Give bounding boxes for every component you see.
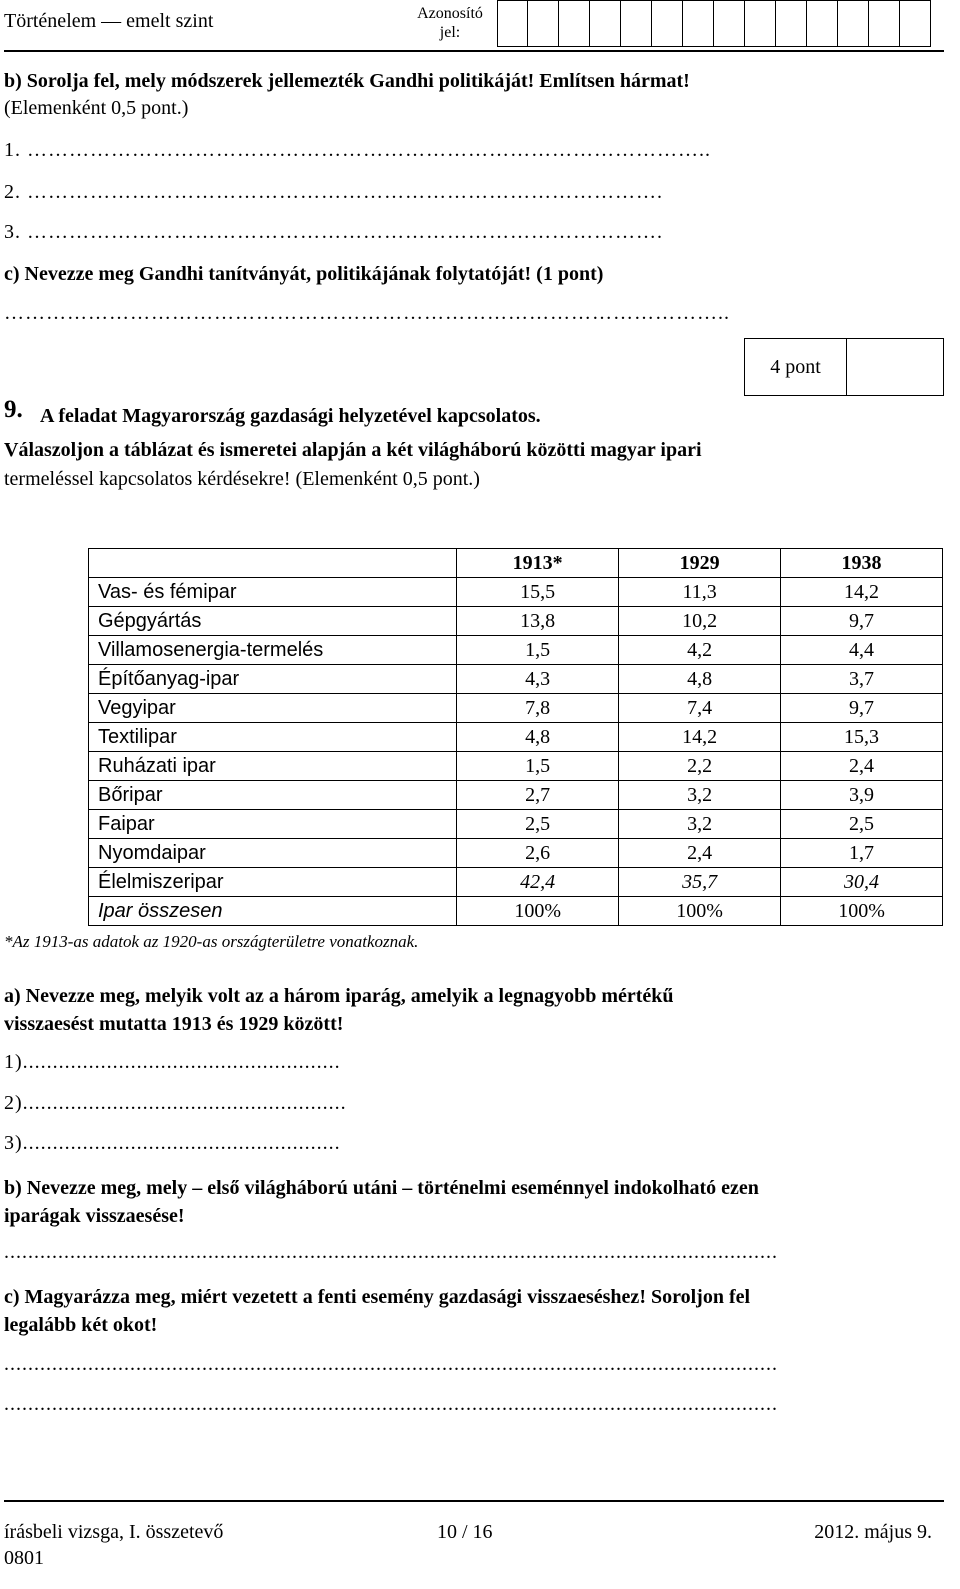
cell-1929: 3,2 [619,810,781,839]
q9a-question-line2: visszaesést mutatta 1913 és 1929 között! [4,1013,344,1035]
table-row-total [89,897,943,926]
page-header-title: Történelem — emelt szint [4,10,214,32]
industry-table [88,548,943,926]
row-label: Nyomdaipar [89,839,457,868]
id-box[interactable] [776,0,807,47]
q8b-question-line1: b) Sorolja fel, mely módszerek jellemezték Gandhi politikáját! Említsen hármat! [4,70,690,92]
table-footnote: *Az 1913-as adatok az 1920-as országterületre vonatkoznak. [4,932,419,951]
cell-1929: 10,2 [619,607,781,636]
cell-1913: 100% [457,897,619,926]
cell-1913: 4,8 [457,723,619,752]
id-box[interactable] [621,0,652,47]
row-label: Ipar összesen [89,897,457,926]
cell-1929: 7,4 [619,694,781,723]
table-row [89,607,943,636]
row-label: Villamosenergia-termelés [89,636,457,665]
table-header-1913: 1913* [457,549,619,578]
cell-1913: 13,8 [457,607,619,636]
cell-1929: 3,2 [619,781,781,810]
table-row [89,752,943,781]
table-row [89,665,943,694]
id-label [412,4,488,42]
points-box [744,338,944,396]
q9b-question-line1: b) Nevezze meg, mely – első világháború utáni – történelmi eseménnyel indokolható ezen [4,1177,759,1199]
points-score-field[interactable] [846,338,944,396]
id-box[interactable] [807,0,838,47]
id-box[interactable] [590,0,621,47]
cell-1938: 1,7 [781,839,943,868]
points-label: 4 pont [744,338,846,396]
table-header-1938: 1938 [781,549,943,578]
cell-1938: 3,9 [781,781,943,810]
footer-rule [4,1500,944,1502]
id-box[interactable] [745,0,776,47]
cell-1938: 3,7 [781,665,943,694]
table-row [89,694,943,723]
table-row [89,868,943,897]
id-box[interactable] [838,0,869,47]
table-row [89,636,943,665]
q9c-answer-2[interactable]: ................................................................................................................................. [4,1393,778,1415]
cell-1938: 9,7 [781,607,943,636]
q9b-question-line2: iparágak visszaesése! [4,1205,185,1227]
table-row [89,839,943,868]
id-box[interactable] [497,0,528,47]
cell-1929: 2,2 [619,752,781,781]
table-row [89,723,943,752]
id-box[interactable] [559,0,590,47]
cell-1929: 100% [619,897,781,926]
cell-1938: 100% [781,897,943,926]
cell-1913: 15,5 [457,578,619,607]
id-box[interactable] [528,0,559,47]
cell-1929: 35,7 [619,868,781,897]
table-row [89,781,943,810]
cell-1938: 4,4 [781,636,943,665]
id-input-boxes[interactable] [497,0,931,47]
q9-intro-line2 [4,466,480,493]
row-label: Ruházati ipar [89,752,457,781]
q9-intro-line1: Válaszoljon a táblázat és ismeretei alapján a két világháború közötti magyar ipari [4,439,702,461]
table-header-row [89,549,943,578]
cell-1913: 2,5 [457,810,619,839]
footer-code: 0801 [4,1547,44,1569]
q8c-answer[interactable]: ………………………………………………………………………………………….. [4,302,730,324]
table-header-empty [89,549,457,578]
table-header-1929: 1929 [619,549,781,578]
table-row [89,578,943,607]
id-label-line2: jel: [439,24,461,41]
cell-1938: 2,5 [781,810,943,839]
table-row [89,810,943,839]
q9a-answer-2[interactable]: 2)...................................................... [4,1092,347,1114]
id-box[interactable] [714,0,745,47]
footer-left: írásbeli vizsga, I. összetevő [4,1521,224,1543]
q9b-answer[interactable]: ................................................................................................................................. [4,1241,778,1263]
q9c-question-line1: c) Magyarázza meg, miért vezetett a fenti esemény gazdasági visszaeséshez! Soroljon fel [4,1286,751,1308]
cell-1913: 42,4 [457,868,619,897]
q9-number: 9. [4,396,23,423]
cell-1913: 2,7 [457,781,619,810]
cell-1913: 1,5 [457,636,619,665]
cell-1938: 30,4 [781,868,943,897]
header-rule [4,50,944,52]
footer-page-number: 10 / 16 [437,1521,493,1543]
q9a-question-line1: a) Nevezze meg, melyik volt az a három iparág, amelyik a legnagyobb mértékű [4,985,674,1007]
q9a-answer-3[interactable]: 3)..................................................... [4,1132,341,1154]
row-label: Textilipar [89,723,457,752]
q9c-answer-1[interactable]: ................................................................................................................................. [4,1353,778,1375]
cell-1913: 2,6 [457,839,619,868]
q8c-question: c) Nevezze meg Gandhi tanítványát, politikájának folytatóját! (1 pont) [4,263,604,285]
q8b-question-line2: (Elemenként 0,5 pont.) [4,97,189,119]
q8b-answer-3[interactable]: 3. ………………………………………………………………………………. [4,221,663,243]
row-label: Élelmiszeripar [89,868,457,897]
row-label: Vegyipar [89,694,457,723]
q9c-question-line2: legalább két okot! [4,1314,158,1336]
row-label: Vas- és fémipar [89,578,457,607]
cell-1938: 9,7 [781,694,943,723]
q9-intro-line2-text: termeléssel kapcsolatos kérdésekre! (Elemenként 0,5 pont.) [4,468,480,490]
row-label: Faipar [89,810,457,839]
q8b-answer-2[interactable]: 2. ………………………………………………………………………………. [4,181,663,203]
cell-1938: 14,2 [781,578,943,607]
id-box[interactable] [869,0,900,47]
cell-1929: 2,4 [619,839,781,868]
cell-1929: 14,2 [619,723,781,752]
q8b-answer-1[interactable]: 1. …………………………………………………………………………………….. [4,139,711,161]
row-label: Bőripar [89,781,457,810]
q9-title: A feladat Magyarország gazdasági helyzetével kapcsolatos. [40,405,541,427]
cell-1929: 4,2 [619,636,781,665]
cell-1913: 1,5 [457,752,619,781]
row-label: Gépgyártás [89,607,457,636]
id-box[interactable] [683,0,714,47]
cell-1913: 4,3 [457,665,619,694]
cell-1929: 4,8 [619,665,781,694]
id-box[interactable] [652,0,683,47]
cell-1938: 15,3 [781,723,943,752]
cell-1929: 11,3 [619,578,781,607]
id-box[interactable] [900,0,931,47]
q9a-answer-1[interactable]: 1)..................................................... [4,1051,341,1073]
row-label: Építőanyag-ipar [89,665,457,694]
footer-date: 2012. május 9. [814,1521,932,1543]
cell-1938: 2,4 [781,752,943,781]
id-label-line1: Azonosító [417,5,483,22]
cell-1913: 7,8 [457,694,619,723]
